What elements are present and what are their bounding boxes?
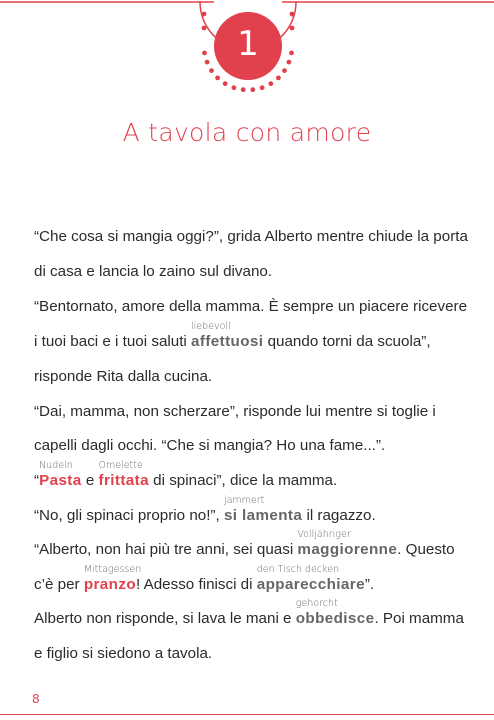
decor-dot — [250, 87, 255, 92]
decor-dot — [205, 60, 210, 65]
text-run: ! Adesso finisci di — [136, 576, 257, 593]
text-run: i tuoi baci e i tuoi saluti — [34, 333, 192, 350]
keyword: frittata — [98, 472, 149, 489]
text-line — [34, 495, 376, 525]
decor-dot — [241, 87, 246, 92]
text-run: “No, gli spinaci proprio no!”, — [34, 507, 224, 524]
text-run: di spinaci”, dice la mamma. — [148, 472, 338, 489]
text-run: “Bentornato, amore della mamma. È sempre un piacere ricevere — [34, 298, 468, 315]
chapter-title: A tavola con amore — [122, 118, 372, 147]
glossed-word — [98, 460, 149, 490]
keyword: pranzo — [83, 576, 136, 593]
text-run: “Che cosa si mangia oggi?”, grida Alberto mentre chiude la porta — [34, 228, 468, 245]
decor-dot — [215, 76, 220, 81]
glossed-word — [39, 460, 82, 490]
decor-dot — [232, 85, 237, 90]
decor-dot — [223, 81, 228, 86]
text-line — [34, 529, 455, 559]
keyword: affettuosi — [191, 333, 264, 350]
text-run: e — [81, 472, 99, 489]
text-run: capelli dagli occhi. “Che si mangia? Ho una fame...”. — [34, 437, 386, 454]
decor-dot — [289, 51, 294, 56]
glossed-word — [297, 529, 398, 559]
keyword: obbedisce — [295, 610, 375, 627]
text-line — [34, 564, 375, 594]
decor-dot — [209, 68, 214, 73]
text-run: quando torni da scuola”, — [263, 333, 431, 350]
text-line — [34, 368, 212, 386]
decor-dot — [282, 68, 287, 73]
chapter-number: 1 — [237, 24, 259, 64]
gloss-note: gehorcht — [295, 598, 338, 609]
text-line — [34, 321, 431, 351]
decor-dot — [202, 26, 207, 31]
decor-dot — [260, 85, 265, 90]
decor-dot — [290, 26, 295, 31]
text-run: “Alberto, non hai più tre anni, sei quasi — [34, 541, 298, 558]
keyword: maggiorenne — [297, 541, 398, 558]
text-line — [34, 645, 212, 663]
text-line — [34, 263, 272, 281]
glossed-word — [191, 321, 264, 351]
gloss-note: jammert — [223, 495, 265, 506]
text-run: Alberto non risponde, si lava le mani e — [34, 610, 296, 627]
text-line — [34, 298, 467, 316]
text-run: di casa e lancia lo zaino sul divano. — [34, 263, 273, 280]
gloss-note: liebevoll — [191, 321, 231, 332]
text-run: risponde Rita dalla cucina. — [34, 368, 213, 385]
text-line — [34, 460, 338, 490]
text-run: “ — [34, 472, 40, 489]
footer-rule — [0, 714, 494, 715]
gloss-note: Mittagessen — [83, 564, 142, 575]
text-line — [34, 403, 436, 421]
decor-dot — [202, 51, 207, 56]
gloss-note: Nudeln — [39, 460, 73, 471]
decor-dot — [276, 76, 281, 81]
text-run: . Questo — [397, 541, 455, 558]
text-line — [34, 437, 385, 455]
keyword: si lamenta — [223, 507, 303, 524]
text-run: e figlio si siedono a tavola. — [34, 645, 213, 662]
decor-dot — [202, 12, 207, 17]
text-line — [34, 598, 464, 628]
text-run: . Poi mamma — [374, 610, 464, 627]
text-run: “Dai, mamma, non scherzare”, risponde lui mentre si toglie i — [34, 403, 436, 420]
text-run: c’è per — [34, 576, 84, 593]
decor-dot — [290, 12, 295, 17]
chapter-header — [0, 0, 494, 110]
glossed-word — [295, 598, 375, 628]
gloss-note: Omelette — [98, 460, 143, 471]
decor-dot — [287, 60, 292, 65]
glossed-word — [223, 495, 303, 525]
glossed-word — [83, 564, 142, 594]
text-run: il ragazzo. — [302, 507, 376, 524]
keyword: Pasta — [39, 472, 82, 489]
decor-dot — [268, 81, 273, 86]
gloss-note: Volljähriger — [297, 529, 351, 540]
gloss-note: den Tisch decken — [256, 564, 340, 575]
glossed-word — [256, 564, 365, 594]
text-run: ”. — [364, 576, 375, 593]
page-number: 8 — [32, 692, 40, 706]
text-line — [34, 228, 468, 246]
keyword: apparecchiare — [256, 576, 365, 593]
